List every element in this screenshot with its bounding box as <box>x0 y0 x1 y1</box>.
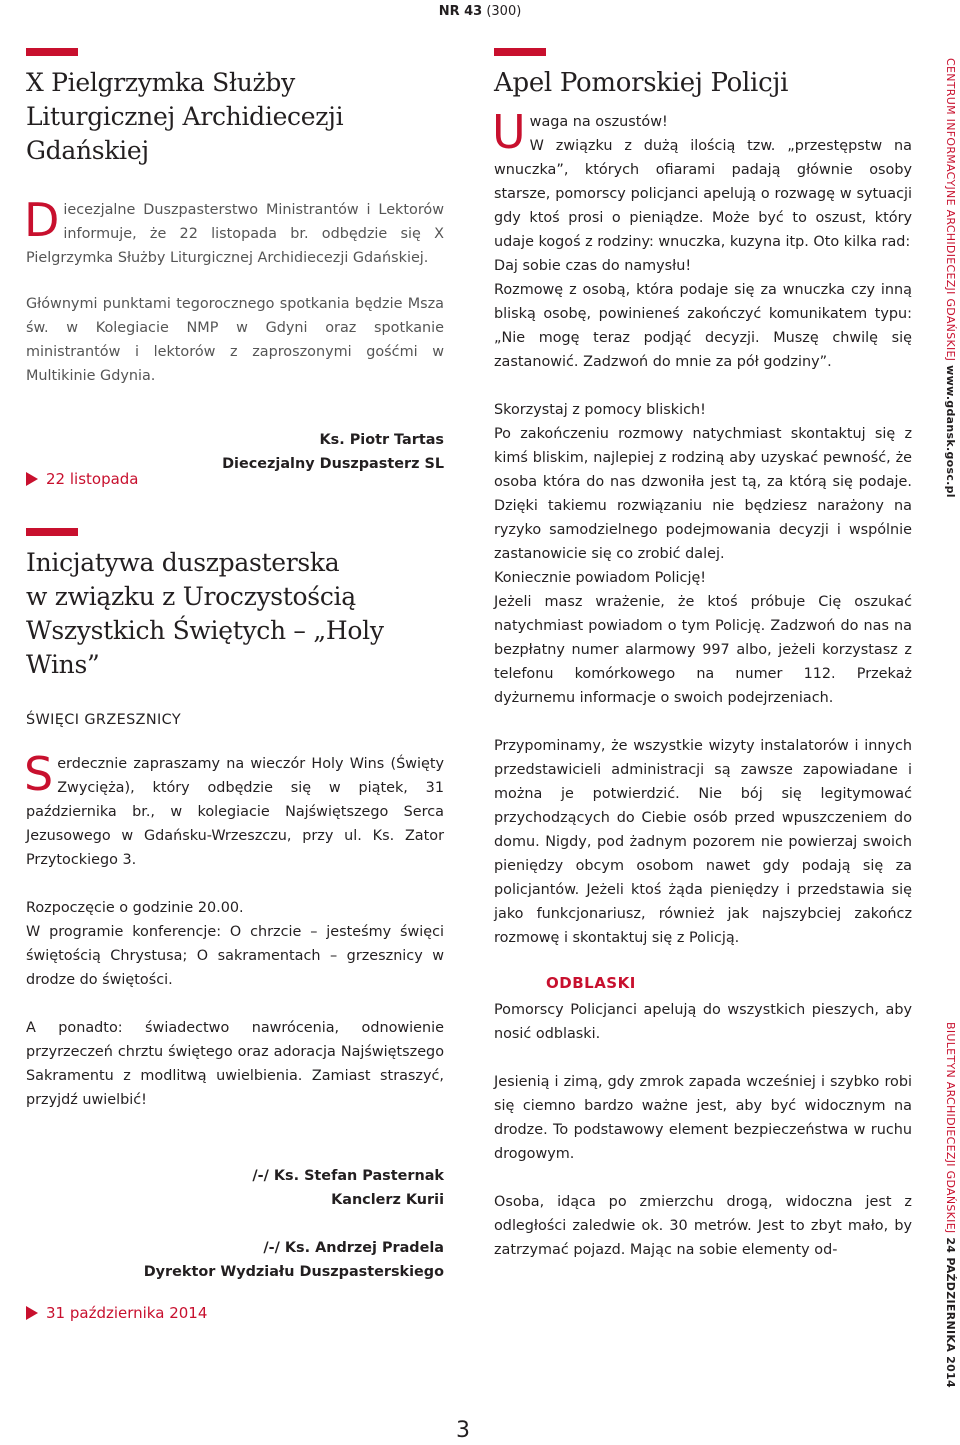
title-line: Wszystkich Świętych – „Holy <box>26 616 384 645</box>
section-heading: ODBLASKI <box>546 974 636 992</box>
title-line: w związku z Uroczystością <box>26 582 356 611</box>
article-pilgrimage <box>26 48 444 488</box>
side-banner-top <box>944 58 957 498</box>
section-bar <box>26 528 78 536</box>
title-line: X Pielgrzymka Służby <box>26 68 295 97</box>
article-lead <box>24 747 444 872</box>
start-time: Rozpoczęcie o godzinie 20.00. <box>26 900 244 916</box>
date-text: 31 października 2014 <box>46 1304 208 1322</box>
side-text: CENTRUM INFORMACYJNE ARCHIDIECEZJI GDAŃSKIEJ <box>944 58 957 362</box>
article-date <box>26 1304 444 1322</box>
article-paragraph: Pomorscy Policjanci apelują do wszystkich pieszych, aby nosić odblaski. <box>494 1002 912 1042</box>
issue-prefix: NR 43 <box>438 4 483 19</box>
title-line: Wins” <box>26 650 100 679</box>
article-paragraph: A ponadto: świadectwo nawrócenia, odnowienie przyrzeczeń chrztu świętego oraz adoracja Najświętszego Sakramentu z modlitwą uwielbienia. Zamiast straszyć, przyjdź uwielbić! <box>26 1020 444 1108</box>
signature <box>26 1164 444 1212</box>
title-line: Inicjatywa duszpasterska <box>26 548 340 577</box>
tip <box>494 254 912 374</box>
tip-head: Daj sobie czas do namysłu! <box>494 258 692 274</box>
lead-text: erdecznie zapraszamy na wieczór Holy Wins (Święty Zwycięża), który odbędzie się w piątek, 31 października br., w kolegiacie Najświętszego Serca Jezusowego w Gdańsku-Wrzeszczu, przy ul. Ks. Zator Przytockiego 3. <box>26 756 444 868</box>
article-holy-wins <box>26 528 444 1322</box>
tip-body: Po zakończeniu rozmowy natychmiast skontaktuj się z kimś bliskim, najlepiej z rodziną aby uzyskać pewność, że osoba która do nas dzwoniła jest tą, za którą się podaje. Dzięki takiemu rozwiązaniu nie będziesz narażony na ryzyko samodzielnego podejmowania decyzji i wspólnie zastanowicie się co zrobić dalej. <box>494 426 912 562</box>
title-line: Liturgicznej Archidiecezji <box>26 102 344 131</box>
right-column <box>494 48 912 1262</box>
article-paragraph: Głównymi punktami tegorocznego spotkania będzie Msza św. w Kolegiacie NMP w Gdyni oraz spotkanie ministrantów i lektorów z zaproszonymi gośćmi w Multikinie Gdynia. <box>26 296 444 384</box>
article-lead <box>492 105 912 254</box>
tip-body: Jeżeli masz wrażenie, że ktoś próbuje Cię oszukać natychmiast powiadom o tym Policję. Zadzwoń do nas na bezpłatny numer alarmowy 997 albo, jeżeli korzystasz z telefonu komórkowego na numer 112. Przekaż dyżurnemu informacje o swoich podejrzeniach. <box>494 594 912 706</box>
left-column <box>26 48 444 1322</box>
signature <box>26 1236 444 1284</box>
side-text: BIULETYN ARCHIDIECEZJI GDAŃSKIEJ <box>944 1022 957 1234</box>
program-text: W programie konferencje: O chrzcie – jesteśmy święci świętością Chrystusa; O sakramentach – grzesznicy w drodze do świętości. <box>26 924 444 988</box>
signature-role: Diecezjalny Duszpasterz SL <box>222 456 444 472</box>
side-url: www.gdansk.gosc.pl <box>944 365 957 498</box>
triangle-bullet-icon <box>26 472 38 486</box>
date-text: 22 listopada <box>46 470 139 488</box>
signature-role: Dyrektor Wydziału Duszpasterskiego <box>143 1264 444 1280</box>
issue-number <box>0 4 960 19</box>
article-title <box>26 546 444 682</box>
section-bar <box>494 48 546 56</box>
tip <box>494 566 912 710</box>
tip-body: Rozmowę z osobą, która podaje się za wnuczka czy inną bliską osobę, powinieneś zakończyć komunikatem typu: „Nie mogę teraz podjąć decyzji. Muszę chwilę się zastanowić. Zadzwoń do mnie za pół godziny”. <box>494 282 912 370</box>
tip-head: Koniecznie powiadom Policję! <box>494 570 707 586</box>
signature <box>26 428 444 476</box>
article-lead <box>24 193 444 270</box>
dropcap: U <box>492 105 526 159</box>
side-banner-bottom <box>944 1022 957 1388</box>
dropcap: D <box>24 193 60 247</box>
lead-text: iecezjalne Duszpasterstwo Ministrantów i Lektorów informuje, że 22 listopada br. odbędzie się X Pielgrzymka Służby Liturgicznej Archidiecezji Gdańskiej. <box>26 202 444 266</box>
article-title <box>26 66 444 168</box>
article-paragraph: Osoba, idąca po zmierzchu drogą, widoczna jest z odległości zaledwie ok. 30 metrów. Jest to zbyt mało, by zatrzymać pojazd. Mając na sobie elementy od- <box>494 1194 912 1258</box>
signature-name: /-/ Ks. Andrzej Pradela <box>263 1240 444 1256</box>
dropcap: S <box>24 747 54 801</box>
article-subtitle: ŚWIĘCI GRZESZNICY <box>26 712 182 728</box>
title-line: Gdańskiej <box>26 136 149 165</box>
tip <box>494 398 912 566</box>
issue-count: (300) <box>486 4 522 19</box>
page-number: 3 <box>456 1418 470 1443</box>
triangle-bullet-icon <box>26 1306 38 1320</box>
article-paragraph: Jesienią i zimą, gdy zmrok zapada wcześniej i szybko robi się ciemno bardzo ważne jest, aby być widocznym na drodze. To podstawowy element bezpieczeństwa w ruchu drogowym. <box>494 1074 912 1162</box>
tip-head: Skorzystaj z pomocy bliskich! <box>494 402 706 418</box>
intro-text: W związku z dużą ilością tzw. „przestępstw na wnuczka”, których ofiarami padają głównie osoby starsze, pomorscy policjanci apelują o rozwagę w sytuacji gdy ktoś prosi o pieniądze. Może być to oszust, który udaje kogoś z rodziny: wnuczka, kuzyna itp. Oto kilka rad: <box>494 138 912 250</box>
article-paragraph <box>26 896 444 992</box>
article-paragraph: Przypominamy, że wszystkie wizyty instalatorów i innych przedstawicieli administracji są zawsze zapowiadane i można je potwierdzić. Nie bój się legitymować przychodzących do Ciebie osób przed wpuszczeniem do domu. Nigdy, pod żadnym pozorem nie powierzaj swoich pieniędzy obcym osobom nawet gdy podają się za policjantów. Jeżeli ktoś żąda pieniędzy i przedstawia się jako funkcjonariusz, również jak najszybciej zakończ rozmowę i skontaktuj się z Policją. <box>494 738 912 946</box>
section-bar <box>26 48 78 56</box>
article-title: Apel Pomorskiej Policji <box>494 68 789 98</box>
side-date: 24 PAŹDZIERNIKA 2014 <box>944 1237 957 1388</box>
signature-name: /-/ Ks. Stefan Pasternak <box>252 1168 444 1184</box>
signature-role: Kanclerz Kurii <box>331 1192 444 1208</box>
signature-name: Ks. Piotr Tartas <box>319 432 444 448</box>
lead-text: waga na oszustów! <box>529 114 668 130</box>
